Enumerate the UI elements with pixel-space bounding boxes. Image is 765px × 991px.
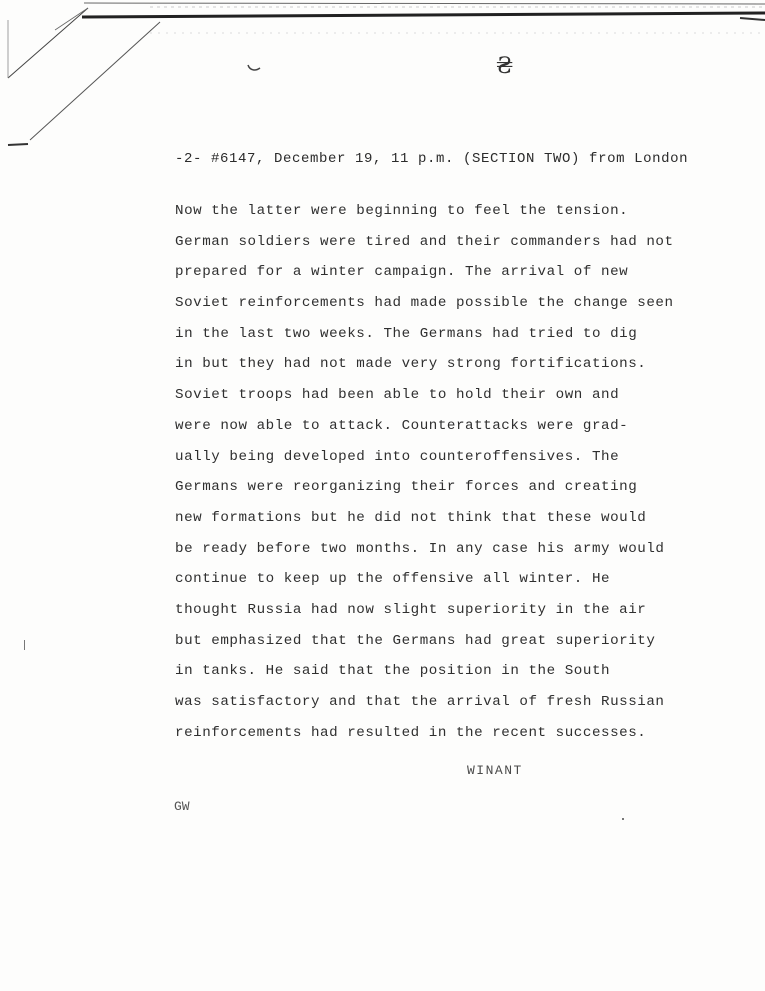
- signature: WINANT: [467, 763, 523, 778]
- body-line: reinforcements had resulted in the recent successes.: [175, 724, 647, 741]
- body-line: new formations but he did not think that these would: [175, 509, 647, 526]
- body-line: Soviet reinforcements had made possible the change seen: [175, 295, 674, 312]
- telegram-header: -2- #6147, December 19, 11 p.m. (SECTION TWO) from London: [175, 151, 689, 167]
- body-line: prepared for a winter campaign. The arrival of new: [175, 264, 629, 281]
- body-line: be ready before two months. In any case his army would: [175, 540, 665, 557]
- body-line: in but they had not made very strong fortifications.: [175, 356, 647, 373]
- ink-mark: [246, 62, 262, 72]
- body-line: continue to keep up the offensive all winter. He: [175, 571, 611, 588]
- corner-fold-artifact: [0, 0, 170, 160]
- body-line: was satisfactory and that the arrival of fresh Russian: [175, 694, 665, 710]
- body-line: but emphasized that the Germans had great superiority: [175, 632, 656, 649]
- body-line: ually being developed into counteroffensives. The: [175, 448, 620, 465]
- body-line: in tanks. He said that the position in the South: [175, 663, 611, 680]
- handwritten-section-mark: ₴: [496, 54, 514, 79]
- body-line: German soldiers were tired and their commanders had not: [175, 233, 674, 250]
- body-line: Now the latter were beginning to feel the tension.: [175, 203, 629, 219]
- body-line: thought Russia had now slight superiority in the air: [175, 601, 647, 618]
- margin-speck: [24, 640, 25, 650]
- body-line: Germans were reorganizing their forces and creating: [175, 479, 638, 496]
- body-line: were now able to attack. Counterattacks were grad-: [175, 417, 629, 434]
- telegram-body: [175, 196, 735, 748]
- margin-speck: [622, 818, 624, 820]
- body-line: in the last two weeks. The Germans had tried to dig: [175, 325, 638, 342]
- body-line: Soviet troops had been able to hold their own and: [175, 387, 620, 404]
- typist-initials: GW: [174, 799, 190, 814]
